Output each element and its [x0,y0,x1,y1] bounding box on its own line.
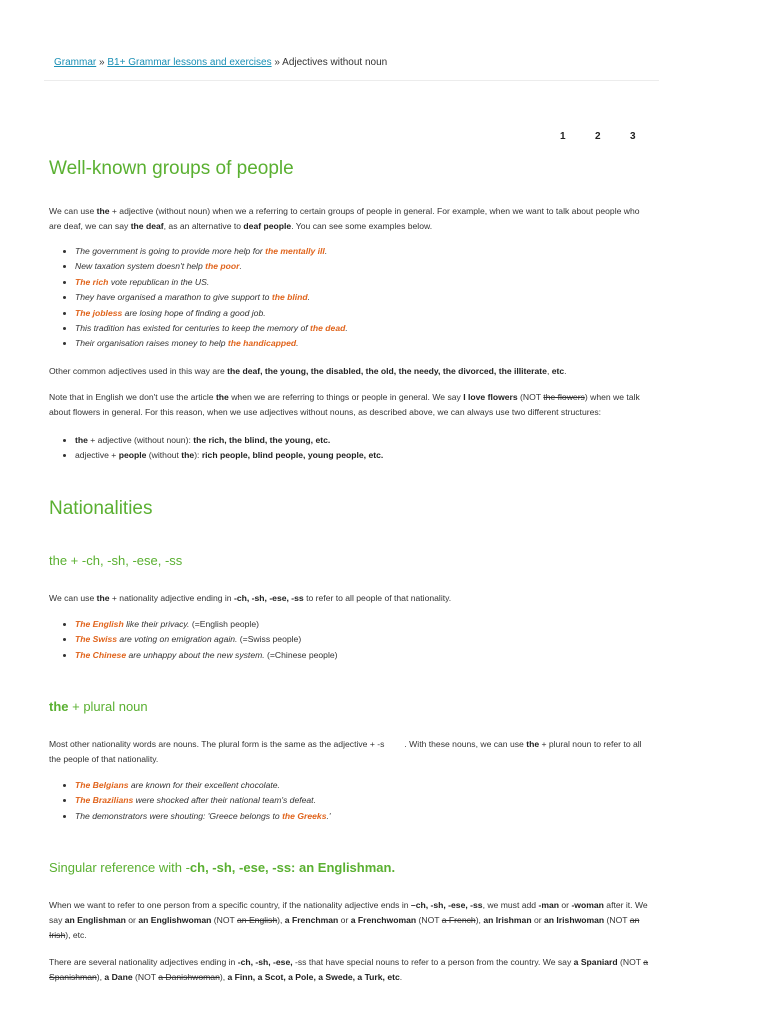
page-link-3[interactable]: 3 [630,131,636,142]
subsection-title-singular-reference: Singular reference with -ch, -sh, -ese, -ss: an Englishman. [49,860,396,875]
singular-reference-paragraph: When we want to refer to one person from a specific country, if the nationality adjective ends in –ch, -sh, -ese, -ss, we must add -man or -woman after it. We say an Englishman or an Englishwoman (NOT an English), a Frenchman or a Frenchwoman (NOT a French), an Irishman or an Irishwoman (NOT an Irish), etc. [49,900,648,940]
list-item: • The rich vote republican in the US. [75,275,680,290]
list-item: • The English like their privacy. (=English people) [75,617,680,632]
pagination [560,131,665,142]
other-adjectives-paragraph: Other common adjectives used in this way are the deaf, the young, the disabled, the old, the needy, the divorced, the illiterate, etc. [49,366,567,376]
list-item: • adjective + people (without the): rich people, blind people, young people, etc. [75,448,680,463]
breadcrumb-current: Adjectives without noun [282,57,388,68]
section-title-nationalities: Nationalities [49,498,153,519]
page-link-1[interactable]: 1 [560,131,566,142]
breadcrumb-link-b1-lessons[interactable]: B1+ Grammar lessons and exercises [107,57,272,68]
list-item: • This tradition has existed for centuries to keep the memory of the dead. [75,321,680,336]
breadcrumb [54,57,387,68]
article-note-paragraph: Note that in English we don't use the article the when we are referring to things or people in general. We say I love flowers (NOT the flowers) when we talk about flowers in general. For this reason, when we use adjectives without nouns, as described above, we can always use two different structures: [49,392,640,417]
nationality-adjective-paragraph: We can use the + nationality adjective ending in -ch, -sh, -ese, -ss to refer to all people of that nationality. [49,593,452,603]
special-nouns-paragraph: There are several nationality adjectives ending in -ch, -sh, -ese, -ss that have special nouns to refer to a person from the country. We say a Spaniard (NOT a Spanishman), a Dane (NOT a Danishwoman), a Finn, a Scot, a Pole, a Swede, a Turk, etc. [49,957,649,982]
list-item: • The Chinese are unhappy about the new system. (=Chinese people) [75,648,680,663]
breadcrumb-link-grammar[interactable]: Grammar [54,57,97,68]
list-item: • The Swiss are voting on emigration again. (=Swiss people) [75,632,680,647]
breadcrumb-separator: » [96,57,108,68]
subsection-title-ending-adjectives: the + -ch, -sh, -ese, -ss [49,553,183,568]
list-item: • New taxation system doesn't help the poor. [75,259,680,274]
breadcrumb-divider [44,80,659,81]
subsection-title-plural-noun: the + plural noun [49,699,148,714]
section-title-groups: Well-known groups of people [49,158,294,179]
breadcrumb-separator: » [271,57,283,68]
groups-example-list [49,244,680,352]
structures-list [49,433,680,464]
list-item: • the + adjective (without noun): the rich, the blind, the young, etc. [75,433,680,448]
list-item: • The government is going to provide more help for the mentally ill. [75,244,680,259]
list-item: • The Belgians are known for their excellent chocolate. [75,778,680,793]
list-item: • They have organised a marathon to give support to the blind. [75,290,680,305]
page-link-2[interactable]: 2 [595,131,601,142]
groups-intro-paragraph: We can use the + adjective (without noun) when we a referring to certain groups of people in general. For example, when we want to talk about people who are deaf, we can say the deaf, as an alternative to deaf people. You can see some examples below. [49,206,640,231]
list-item: • The Brazilians were shocked after their national team's defeat. [75,793,680,808]
plural-noun-examples [49,778,680,824]
list-item: • Their organisation raises money to help the handicapped. [75,336,680,351]
plural-noun-paragraph: Most other nationality words are nouns. The plural form is the same as the adjective + -s . With these nouns, we can use the + plural noun to refer to all the people of that nationality. [49,739,642,764]
list-item: • The demonstrators were shouting: 'Greece belongs to the Greeks.' [75,809,680,824]
list-item: • The jobless are losing hope of finding a good job. [75,306,680,321]
nationality-adjective-examples [49,617,680,663]
